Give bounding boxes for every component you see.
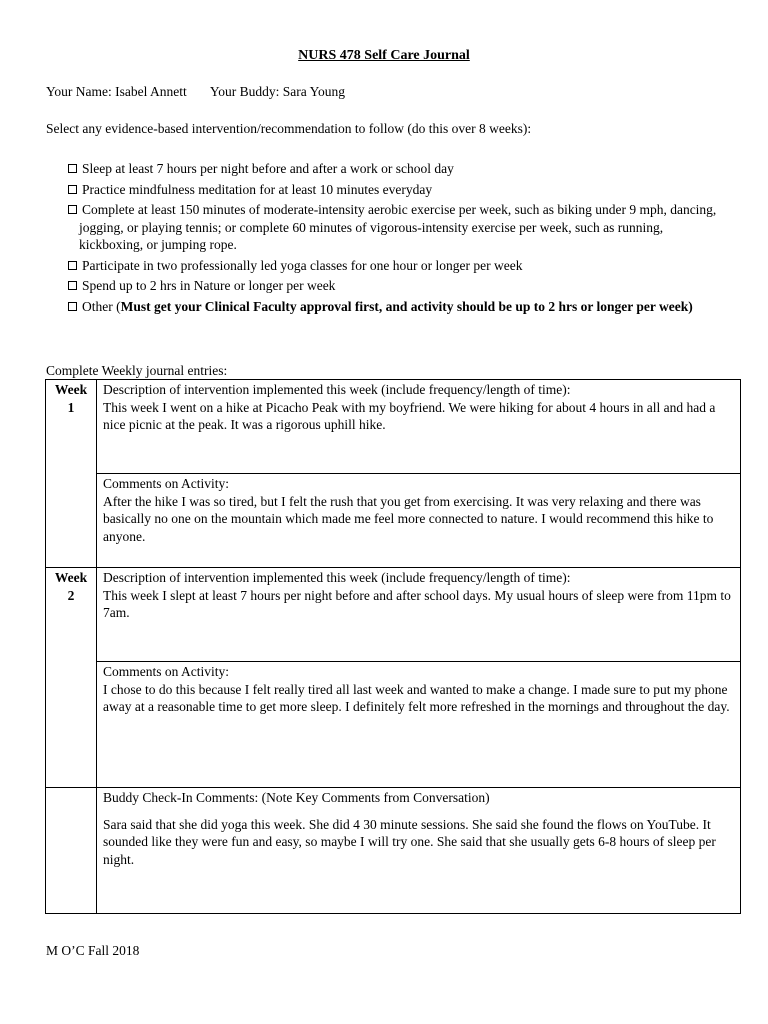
option-mindfulness[interactable]	[68, 181, 723, 199]
description-text: This week I went on a hike at Picacho Peak with my boyfriend. We were hiking for about 4 hours in all and had a nice picnic at the peak. It was a rigorous uphill hike.	[103, 399, 716, 432]
week-1-comments-row	[46, 474, 741, 568]
checkbox-icon[interactable]	[68, 185, 77, 194]
checkbox-icon[interactable]	[68, 164, 77, 173]
option-label: Participate in two professionally led yoga classes for one hour or longer per week	[82, 257, 523, 273]
comments-text: After the hike I was so tired, but I felt the rush that you get from exercising. It was very relaxing and there was basically no one on the mountain which made me feel more connected to nature. I would recommend this hike to anyone.	[103, 493, 714, 544]
option-label: Sleep at least 7 hours per night before and after a work or school day	[82, 161, 454, 176]
week-2-comments[interactable]	[97, 662, 741, 788]
checkbox-icon[interactable]	[68, 281, 77, 290]
comments-heading: Comments on Activity:	[103, 664, 230, 679]
checkbox-icon[interactable]	[68, 302, 77, 311]
option-label: Spend up to 2 hrs in Nature or longer per week	[82, 278, 336, 293]
name-buddy-line: Your Name: Isabel Annett Your Buddy: Sara Young	[46, 84, 346, 99]
week-number: 1	[67, 399, 75, 415]
option-other-note: Must get your Clinical Faculty approval first, and activity should be up to 2 hrs or longer per week)	[120, 298, 693, 314]
comments-heading: Comments on Activity:	[103, 476, 230, 491]
option-label: Complete at least 150 minutes of moderate-intensity aerobic exercise per week, such as biking under 9 mph, dancing, jogging, or playing tennis; or complete 60 minutes of vigorous-intensity exercise per week, such as running, kickboxing, or jumping rope.	[79, 202, 717, 252]
comments-text: I chose to do this because I felt really tired all last week and wanted to make a change. I made sure to put my phone away at a reasonable time to get more sleep. I definitely felt more refreshed in the mornings and throughout the day.	[103, 681, 730, 714]
week-label-text: Week	[54, 570, 88, 585]
week-1-comments[interactable]	[97, 474, 741, 568]
option-label: Practice mindfulness meditation for at least 10 minutes everyday	[82, 181, 433, 197]
instruction-text: Select any evidence-based intervention/recommendation to follow (do this over 8 weeks):	[46, 121, 532, 136]
option-other[interactable]	[68, 298, 723, 316]
intervention-options	[68, 160, 723, 318]
journal-table	[45, 379, 741, 914]
checkbox-icon[interactable]	[68, 261, 77, 270]
description-heading: Description of intervention implemented this week (include frequency/length of time):	[103, 382, 571, 397]
option-other-prefix: Other (	[82, 298, 121, 314]
buddy-comments[interactable]	[97, 788, 741, 914]
option-nature[interactable]	[68, 277, 723, 295]
checkbox-icon[interactable]	[68, 205, 77, 214]
week-2-label	[46, 568, 97, 788]
description-text: This week I slept at least 7 hours per night before and after school days. My usual hours of sleep were from 11pm to 7am.	[103, 587, 731, 620]
buddy-label-cell	[46, 788, 97, 914]
entries-heading: Complete Weekly journal entries:	[46, 363, 228, 378]
week-2-description[interactable]	[97, 568, 741, 662]
buddy-row	[46, 788, 741, 914]
week-2-comments-row	[46, 662, 741, 788]
week-2-description-row	[46, 568, 741, 662]
week-label-text: Week	[54, 382, 88, 397]
option-exercise[interactable]	[68, 201, 723, 254]
week-number: 2	[67, 587, 75, 603]
buddy-heading: Buddy Check-In Comments: (Note Key Comments from Conversation)	[103, 790, 490, 805]
option-sleep[interactable]	[68, 160, 723, 178]
description-heading: Description of intervention implemented this week (include frequency/length of time):	[103, 570, 571, 585]
week-1-description-row	[46, 380, 741, 474]
week-1-label	[46, 380, 97, 568]
buddy-text: Sara said that she did yoga this week. She did 4 30 minute sessions. She said she found the flows on YouTube. It sounded like they were fun and easy, so maybe I will try one. She said that she usually gets 6-8 hours of sleep per night.	[103, 816, 716, 867]
footer-text: M O’C Fall 2018	[46, 943, 140, 958]
page-title: NURS 478 Self Care Journal	[298, 48, 470, 63]
spacer	[103, 807, 734, 816]
week-1-description[interactable]	[97, 380, 741, 474]
option-yoga[interactable]	[68, 257, 723, 275]
